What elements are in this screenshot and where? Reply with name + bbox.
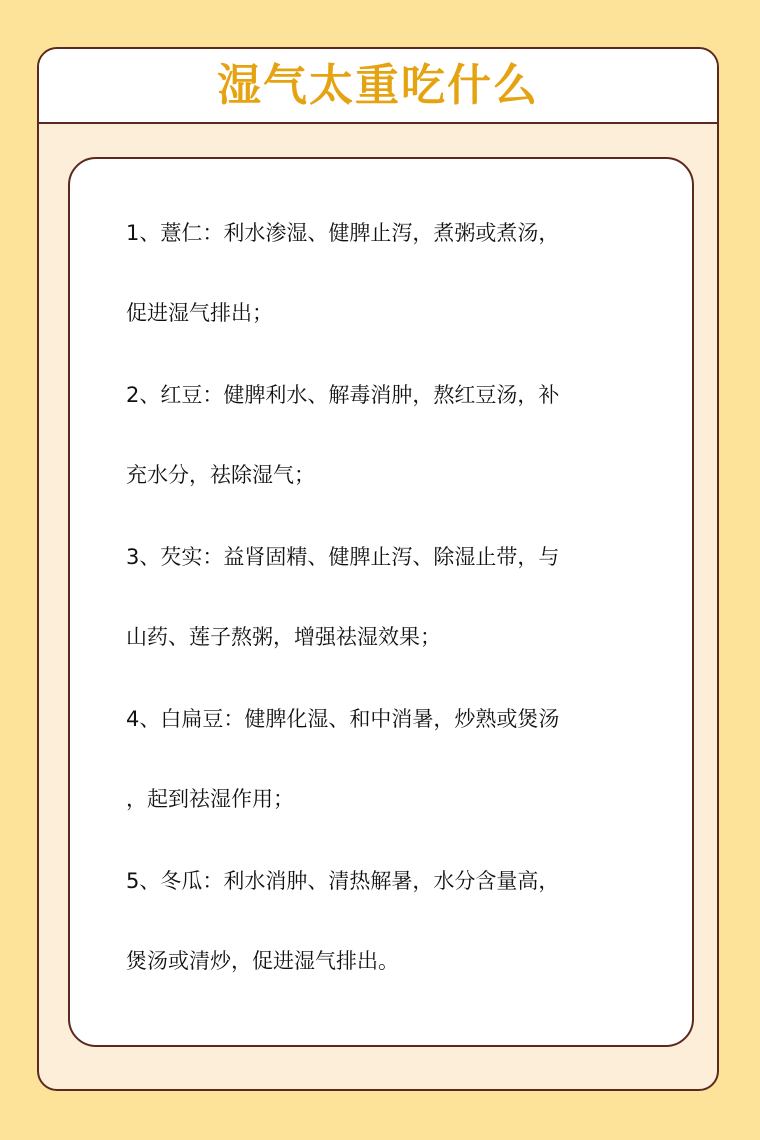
text-line: 山药、莲子熬粥，增强祛湿效果； — [126, 625, 441, 649]
title-bar — [39, 49, 717, 124]
text-line: 促进湿气排出； — [126, 301, 273, 325]
text-line: 充水分，祛除湿气； — [126, 463, 315, 487]
text-line: 2、红豆：健脾利水、解毒消肿，熬红豆汤，补 — [126, 383, 560, 407]
page-title: 湿气太重吃什么 — [217, 59, 539, 111]
info-card — [37, 47, 719, 1091]
text-line: 煲汤或清炒，促进湿气排出。 — [126, 949, 399, 973]
content-box — [68, 157, 694, 1047]
text-line: ，起到祛湿作用； — [126, 787, 294, 811]
text-line: 1、薏仁：利水渗湿、健脾止泻，煮粥或煮汤， — [126, 221, 560, 245]
text-line: 5、冬瓜：利水消肿、清热解暑，水分含量高， — [126, 869, 560, 893]
text-line: 4、白扁豆：健脾化湿、和中消暑，炒熟或煲汤 — [126, 707, 560, 731]
text-line: 3、芡实：益肾固精、健脾止泻、除湿止带，与 — [126, 545, 560, 569]
